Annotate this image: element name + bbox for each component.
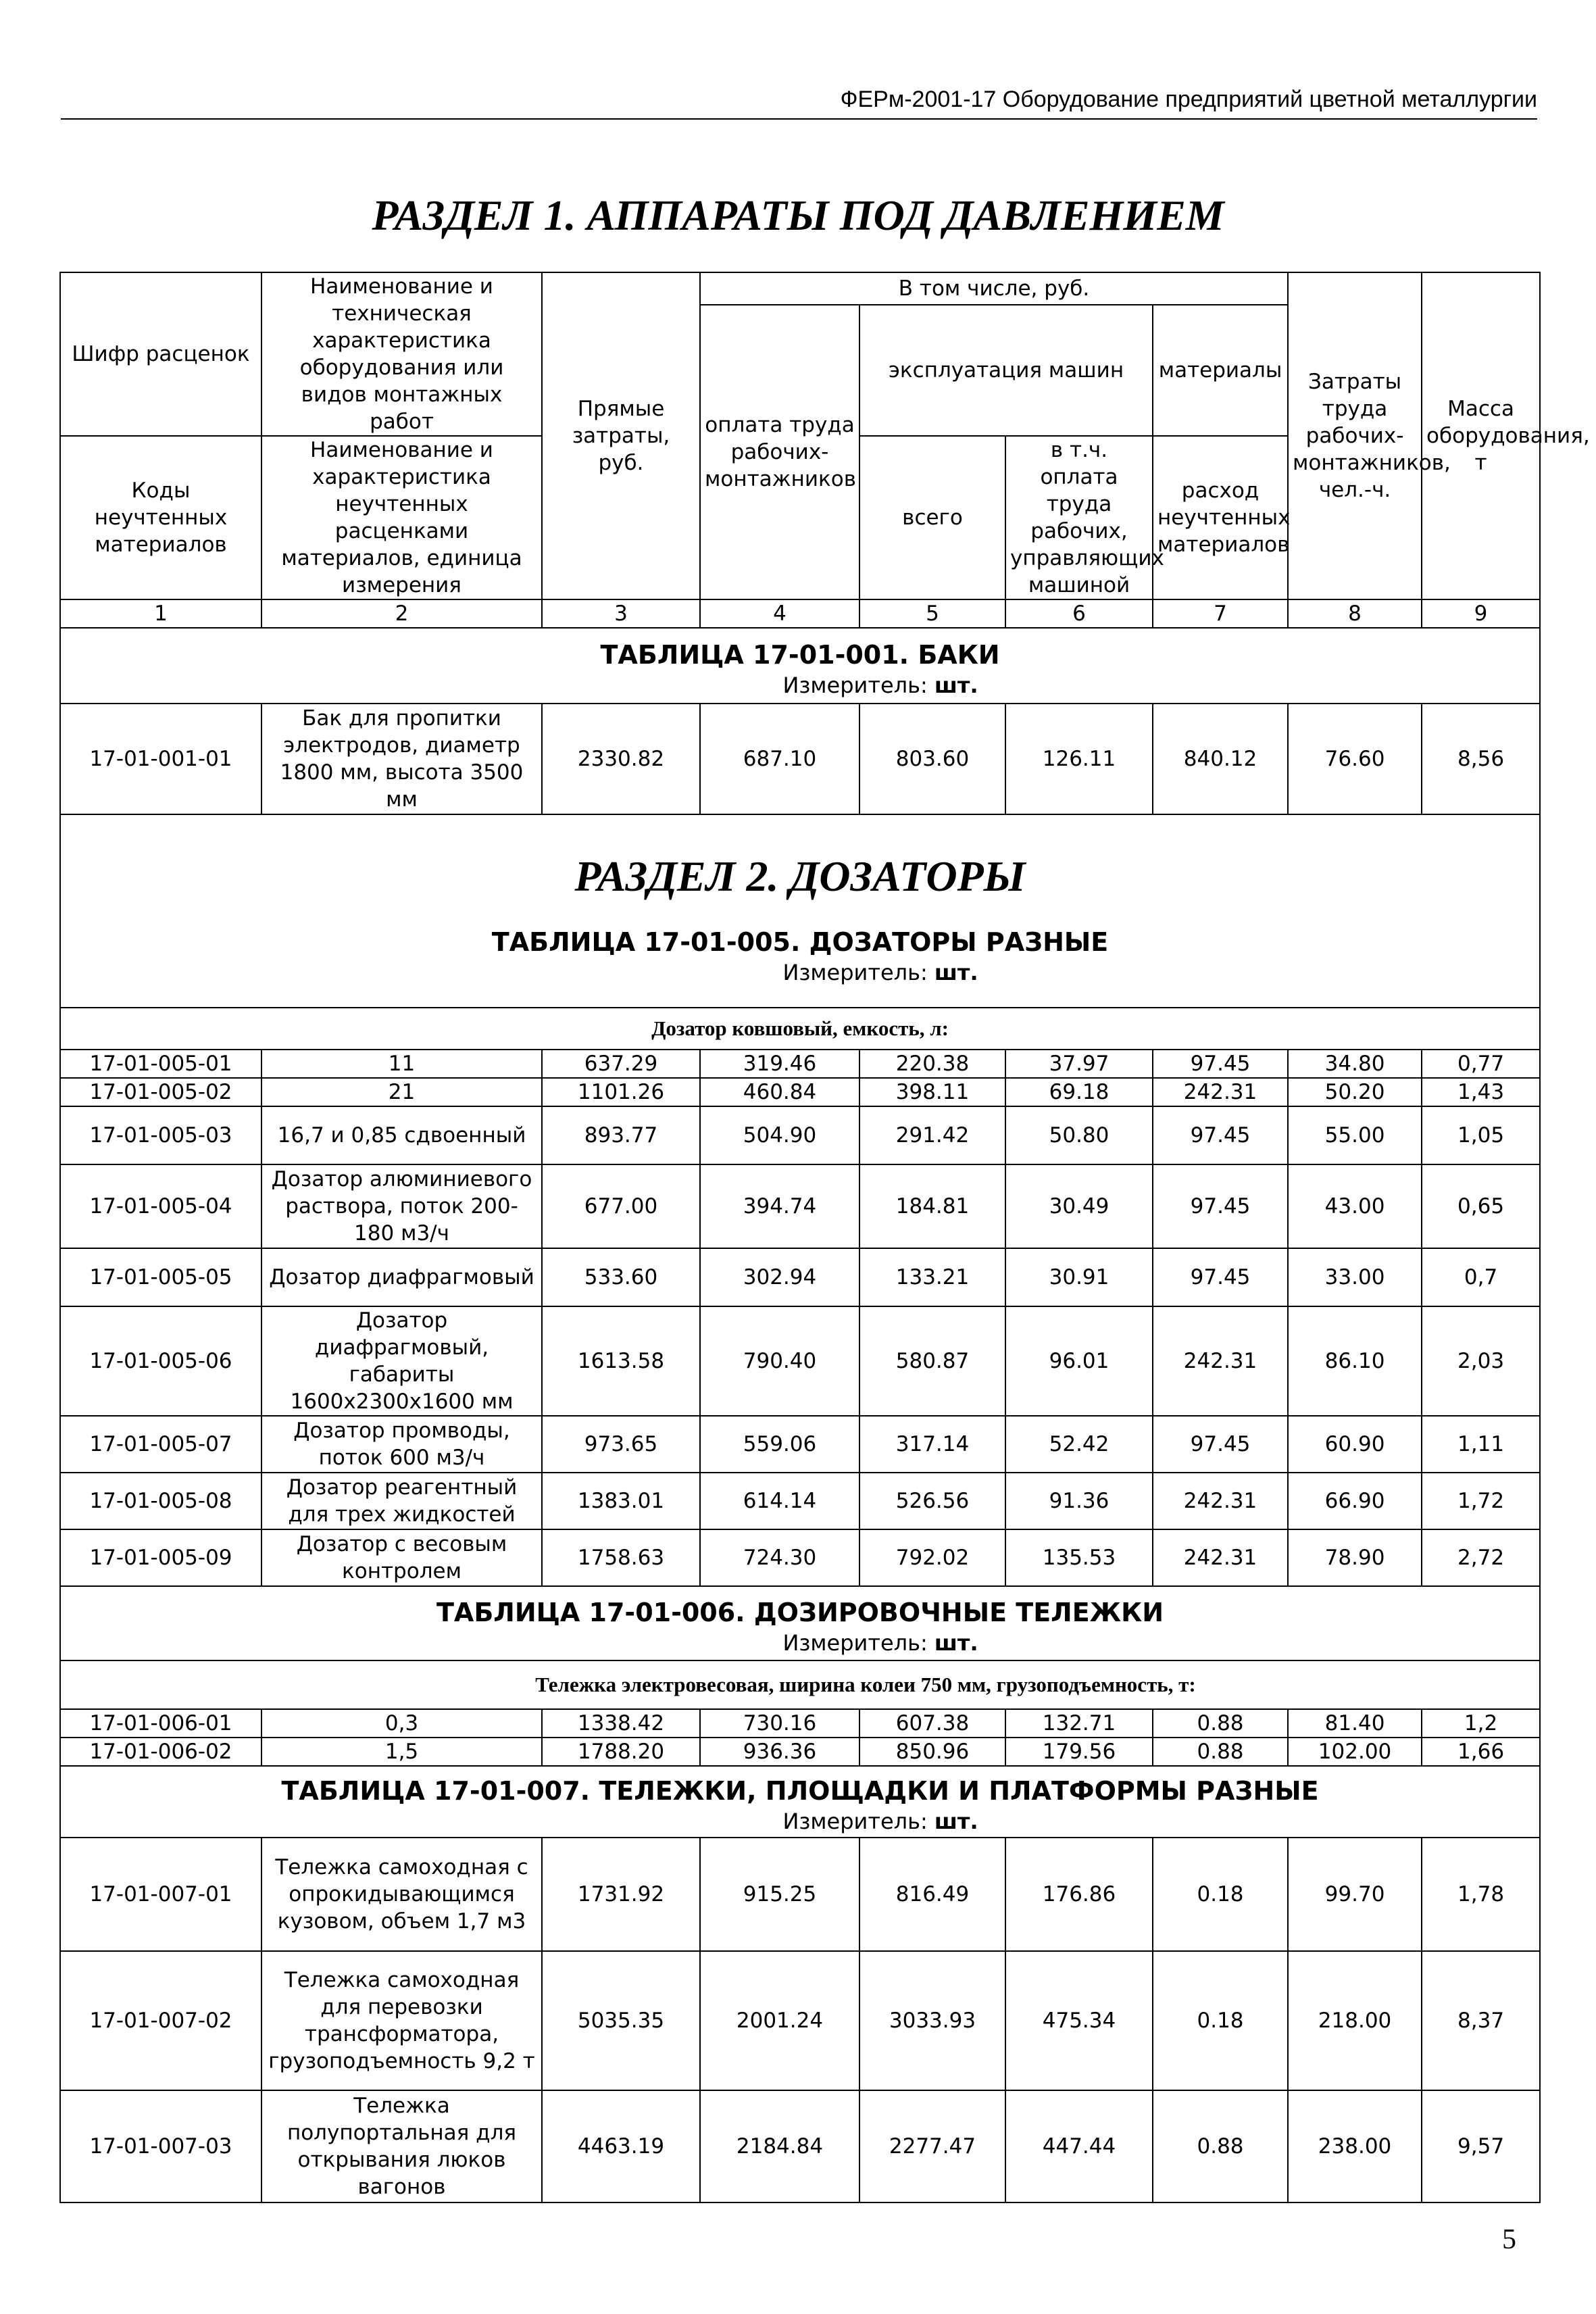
col-machines-total: всего bbox=[859, 436, 1005, 599]
row-name: 0,3 bbox=[261, 1709, 542, 1738]
table-1-title: ТАБЛИЦА 17-01-001. БАКИ bbox=[600, 640, 1000, 670]
row-materials: 0.18 bbox=[1153, 1838, 1288, 1951]
row-labor-pay: 394.74 bbox=[700, 1164, 859, 1248]
row-name: 1,5 bbox=[261, 1738, 542, 1766]
row-mass: 0,7 bbox=[1422, 1248, 1540, 1306]
row-code: 17-01-005-06 bbox=[60, 1306, 261, 1416]
row-labor-cost: 34.80 bbox=[1288, 1050, 1422, 1078]
row-materials: 97.45 bbox=[1153, 1416, 1288, 1473]
row-labor-cost: 78.90 bbox=[1288, 1529, 1422, 1586]
col-number: 9 bbox=[1422, 599, 1540, 628]
table-row bbox=[60, 1709, 1540, 1738]
row-machines-pay: 179.56 bbox=[1005, 1738, 1153, 1766]
section-2-title: РАЗДЕЛ 2. ДОЗАТОРЫ bbox=[574, 852, 1026, 900]
row-machines-pay: 91.36 bbox=[1005, 1473, 1153, 1529]
row-name: Тележка полупортальная для открывания люков вагонов bbox=[261, 2090, 542, 2202]
row-name: Тележка самоходная с опрокидывающимся кузовом, объем 1,7 м3 bbox=[261, 1838, 542, 1951]
row-code: 17-01-007-01 bbox=[60, 1838, 261, 1951]
row-labor-cost: 76.60 bbox=[1288, 704, 1422, 814]
row-name: Дозатор диафрагмовый bbox=[261, 1248, 542, 1306]
row-direct: 2330.82 bbox=[542, 704, 700, 814]
row-labor-pay: 724.30 bbox=[700, 1529, 859, 1586]
row-mass: 1,66 bbox=[1422, 1738, 1540, 1766]
row-labor-cost: 55.00 bbox=[1288, 1106, 1422, 1164]
col-including: В том числе, руб. bbox=[700, 272, 1288, 305]
table-row bbox=[60, 1738, 1540, 1766]
table-row bbox=[60, 1529, 1540, 1586]
row-name: Дозатор диафрагмовый, габариты 1600х2300х1600 мм bbox=[261, 1306, 542, 1416]
section-1-title: РАЗДЕЛ 1. АППАРАТЫ ПОД ДАВЛЕНИЕМ bbox=[372, 191, 1224, 239]
row-name: 11 bbox=[261, 1050, 542, 1078]
row-direct: 1758.63 bbox=[542, 1529, 700, 1586]
page-number: 5 bbox=[1502, 2224, 1516, 2255]
row-direct: 973.65 bbox=[542, 1416, 700, 1473]
col-materials-unaccounted: расход неучтенных материалов bbox=[1153, 436, 1288, 599]
price-table bbox=[59, 272, 1590, 2203]
row-code: 17-01-006-02 bbox=[60, 1738, 261, 1766]
row-machines-pay: 135.53 bbox=[1005, 1529, 1153, 1586]
table-row bbox=[60, 1416, 1540, 1473]
row-materials: 0.88 bbox=[1153, 1709, 1288, 1738]
col-number: 7 bbox=[1153, 599, 1288, 628]
row-labor-cost: 33.00 bbox=[1288, 1248, 1422, 1306]
row-machines-total: 816.49 bbox=[859, 1838, 1005, 1951]
col-labor-pay: оплата труда рабочих-монтажников bbox=[700, 305, 859, 599]
row-name: Тележка самоходная для перевозки трансформатора, грузоподъемность 9,2 т bbox=[261, 1951, 542, 2090]
row-machines-total: 526.56 bbox=[859, 1473, 1005, 1529]
row-code: 17-01-007-03 bbox=[60, 2090, 261, 2202]
row-machines-total: 607.38 bbox=[859, 1709, 1005, 1738]
col-name-bottom: Наименование и характеристика неучтенных расценками материалов, единица измерения bbox=[261, 436, 542, 599]
row-code: 17-01-005-03 bbox=[60, 1106, 261, 1164]
table-row bbox=[60, 1078, 1540, 1106]
row-materials: 0.88 bbox=[1153, 1738, 1288, 1766]
row-code: 17-01-006-01 bbox=[60, 1709, 261, 1738]
group-label: Тележка электровесовая, ширина колеи 750 мм, грузоподъемность, т: bbox=[60, 1660, 1540, 1709]
row-direct: 637.29 bbox=[542, 1050, 700, 1078]
row-mass: 1,2 bbox=[1422, 1709, 1540, 1738]
row-labor-pay: 614.14 bbox=[700, 1473, 859, 1529]
row-direct: 893.77 bbox=[542, 1106, 700, 1164]
row-name: Дозатор промводы, поток 600 м3/ч bbox=[261, 1416, 542, 1473]
row-materials: 840.12 bbox=[1153, 704, 1288, 814]
col-mass: Масса оборудования, т bbox=[1422, 272, 1540, 599]
col-number: 6 bbox=[1005, 599, 1153, 628]
row-direct: 1383.01 bbox=[542, 1473, 700, 1529]
table-row bbox=[60, 2090, 1540, 2202]
row-materials: 0.18 bbox=[1153, 1951, 1288, 2090]
table-row bbox=[60, 1473, 1540, 1529]
row-labor-cost: 99.70 bbox=[1288, 1838, 1422, 1951]
row-direct: 677.00 bbox=[542, 1164, 700, 1248]
row-machines-total: 2277.47 bbox=[859, 2090, 1005, 2202]
row-name: Дозатор реагентный для трех жидкостей bbox=[261, 1473, 542, 1529]
table-2-heading bbox=[60, 814, 1540, 1008]
table-row bbox=[60, 1050, 1540, 1078]
row-direct: 1101.26 bbox=[542, 1078, 700, 1106]
row-labor-pay: 302.94 bbox=[700, 1248, 859, 1306]
row-labor-pay: 504.90 bbox=[700, 1106, 859, 1164]
table-2-measure: Измеритель: шт. bbox=[782, 960, 978, 985]
table-row bbox=[60, 1951, 1540, 2090]
row-machines-pay: 475.34 bbox=[1005, 1951, 1153, 2090]
col-name-top: Наименование и техническая характеристика оборудования или видов монтажных работ bbox=[261, 272, 542, 436]
row-machines-pay: 30.49 bbox=[1005, 1164, 1153, 1248]
table-row bbox=[60, 1164, 1540, 1248]
table-row bbox=[60, 1248, 1540, 1306]
row-materials: 97.45 bbox=[1153, 1248, 1288, 1306]
row-labor-cost: 81.40 bbox=[1288, 1709, 1422, 1738]
row-materials: 242.31 bbox=[1153, 1473, 1288, 1529]
row-machines-total: 184.81 bbox=[859, 1164, 1005, 1248]
row-direct: 1788.20 bbox=[542, 1738, 700, 1766]
col-code-bottom: Коды неучтенных материалов bbox=[60, 436, 261, 599]
row-mass: 1,72 bbox=[1422, 1473, 1540, 1529]
row-machines-pay: 176.86 bbox=[1005, 1838, 1153, 1951]
row-direct: 1338.42 bbox=[542, 1709, 700, 1738]
row-machines-total: 220.38 bbox=[859, 1050, 1005, 1078]
row-machines-total: 3033.93 bbox=[859, 1951, 1005, 2090]
col-number: 3 bbox=[542, 599, 700, 628]
row-code: 17-01-005-05 bbox=[60, 1248, 261, 1306]
row-machines-pay: 96.01 bbox=[1005, 1306, 1153, 1416]
row-name: Бак для пропитки электродов, диаметр 1800 мм, высота 3500 мм bbox=[261, 704, 542, 814]
row-mass: 1,05 bbox=[1422, 1106, 1540, 1164]
table-3-title: ТАБЛИЦА 17-01-006. ДОЗИРОВОЧНЫЕ ТЕЛЕЖКИ bbox=[436, 1598, 1164, 1627]
row-machines-total: 803.60 bbox=[859, 704, 1005, 814]
col-labor-cost: Затраты труда рабочих-монтажников, чел.-ч. bbox=[1288, 272, 1422, 599]
table-4-measure: Измеритель: шт. bbox=[782, 1808, 978, 1834]
row-direct: 533.60 bbox=[542, 1248, 700, 1306]
running-header: ФЕРм-2001-17 Оборудование предприятий цветной металлургии bbox=[61, 87, 1537, 120]
row-materials: 242.31 bbox=[1153, 1529, 1288, 1586]
table-row bbox=[60, 704, 1540, 814]
row-mass: 8,56 bbox=[1422, 704, 1540, 814]
row-materials: 0.88 bbox=[1153, 2090, 1288, 2202]
table-row bbox=[60, 1306, 1540, 1416]
row-materials: 242.31 bbox=[1153, 1306, 1288, 1416]
table-row bbox=[60, 1838, 1540, 1951]
row-mass: 2,03 bbox=[1422, 1306, 1540, 1416]
table-1-measure: Измеритель: шт. bbox=[782, 672, 978, 698]
row-name: Дозатор алюминиевого раствора, поток 200-180 м3/ч bbox=[261, 1164, 542, 1248]
table-4-title: ТАБЛИЦА 17-01-007. ТЕЛЕЖКИ, ПЛОЩАДКИ И ПЛАТФОРМЫ РАЗНЫЕ bbox=[281, 1776, 1319, 1806]
row-machines-pay: 132.71 bbox=[1005, 1709, 1153, 1738]
row-mass: 9,57 bbox=[1422, 2090, 1540, 2202]
col-materials: материалы bbox=[1153, 305, 1288, 436]
row-labor-cost: 218.00 bbox=[1288, 1951, 1422, 2090]
row-labor-pay: 2001.24 bbox=[700, 1951, 859, 2090]
row-machines-total: 792.02 bbox=[859, 1529, 1005, 1586]
row-direct: 5035.35 bbox=[542, 1951, 700, 2090]
row-materials: 97.45 bbox=[1153, 1164, 1288, 1248]
row-code: 17-01-007-02 bbox=[60, 1951, 261, 2090]
row-code: 17-01-005-09 bbox=[60, 1529, 261, 1586]
row-labor-cost: 50.20 bbox=[1288, 1078, 1422, 1106]
row-code: 17-01-005-08 bbox=[60, 1473, 261, 1529]
col-machines-pay: в т.ч. оплата труда рабочих, управляющих машиной bbox=[1005, 436, 1153, 599]
group-label: Дозатор ковшовый, емкость, л: bbox=[60, 1008, 1540, 1050]
row-mass: 2,72 bbox=[1422, 1529, 1540, 1586]
row-machines-total: 580.87 bbox=[859, 1306, 1005, 1416]
row-mass: 8,37 bbox=[1422, 1951, 1540, 2090]
row-materials: 97.45 bbox=[1153, 1106, 1288, 1164]
row-mass: 1,11 bbox=[1422, 1416, 1540, 1473]
row-materials: 242.31 bbox=[1153, 1078, 1288, 1106]
col-direct: Прямые затраты, руб. bbox=[542, 272, 700, 599]
row-labor-cost: 66.90 bbox=[1288, 1473, 1422, 1529]
row-mass: 1,43 bbox=[1422, 1078, 1540, 1106]
table-row bbox=[60, 1106, 1540, 1164]
col-machines: эксплуатация машин bbox=[859, 305, 1153, 436]
table-3-heading bbox=[60, 1586, 1540, 1660]
row-name: Дозатор с весовым контролем bbox=[261, 1529, 542, 1586]
row-machines-pay: 69.18 bbox=[1005, 1078, 1153, 1106]
row-machines-pay: 52.42 bbox=[1005, 1416, 1153, 1473]
row-mass: 1,78 bbox=[1422, 1838, 1540, 1951]
table-2-title: ТАБЛИЦА 17-01-005. ДОЗАТОРЫ РАЗНЫЕ bbox=[491, 927, 1109, 957]
col-number: 8 bbox=[1288, 599, 1422, 628]
row-labor-cost: 43.00 bbox=[1288, 1164, 1422, 1248]
table-1-heading bbox=[60, 628, 1540, 704]
col-number: 4 bbox=[700, 599, 859, 628]
row-labor-cost: 102.00 bbox=[1288, 1738, 1422, 1766]
row-labor-pay: 687.10 bbox=[700, 704, 859, 814]
row-machines-total: 317.14 bbox=[859, 1416, 1005, 1473]
row-code: 17-01-001-01 bbox=[60, 704, 261, 814]
row-machines-pay: 447.44 bbox=[1005, 2090, 1153, 2202]
row-machines-total: 133.21 bbox=[859, 1248, 1005, 1306]
row-labor-cost: 60.90 bbox=[1288, 1416, 1422, 1473]
row-machines-pay: 30.91 bbox=[1005, 1248, 1153, 1306]
row-machines-total: 291.42 bbox=[859, 1106, 1005, 1164]
row-code: 17-01-005-02 bbox=[60, 1078, 261, 1106]
row-machines-pay: 126.11 bbox=[1005, 704, 1153, 814]
row-code: 17-01-005-01 bbox=[60, 1050, 261, 1078]
row-labor-pay: 915.25 bbox=[700, 1838, 859, 1951]
row-machines-total: 398.11 bbox=[859, 1078, 1005, 1106]
table-3-measure: Измеритель: шт. bbox=[782, 1630, 978, 1656]
row-labor-pay: 319.46 bbox=[700, 1050, 859, 1078]
row-labor-pay: 2184.84 bbox=[700, 2090, 859, 2202]
row-direct: 1731.92 bbox=[542, 1838, 700, 1951]
col-number: 2 bbox=[261, 599, 542, 628]
col-code-top: Шифр расценок bbox=[60, 272, 261, 436]
col-number: 5 bbox=[859, 599, 1005, 628]
row-direct: 1613.58 bbox=[542, 1306, 700, 1416]
row-labor-pay: 936.36 bbox=[700, 1738, 859, 1766]
row-labor-pay: 790.40 bbox=[700, 1306, 859, 1416]
row-labor-cost: 86.10 bbox=[1288, 1306, 1422, 1416]
row-machines-total: 850.96 bbox=[859, 1738, 1005, 1766]
row-mass: 0,65 bbox=[1422, 1164, 1540, 1248]
row-machines-pay: 50.80 bbox=[1005, 1106, 1153, 1164]
row-code: 17-01-005-07 bbox=[60, 1416, 261, 1473]
row-labor-pay: 559.06 bbox=[700, 1416, 859, 1473]
row-name: 21 bbox=[261, 1078, 542, 1106]
row-code: 17-01-005-04 bbox=[60, 1164, 261, 1248]
row-labor-cost: 238.00 bbox=[1288, 2090, 1422, 2202]
row-labor-pay: 460.84 bbox=[700, 1078, 859, 1106]
row-mass: 0,77 bbox=[1422, 1050, 1540, 1078]
col-number: 1 bbox=[60, 599, 261, 628]
table-4-heading bbox=[60, 1766, 1540, 1838]
row-labor-pay: 730.16 bbox=[700, 1709, 859, 1738]
row-name: 16,7 и 0,85 сдвоенный bbox=[261, 1106, 542, 1164]
row-machines-pay: 37.97 bbox=[1005, 1050, 1153, 1078]
row-direct: 4463.19 bbox=[542, 2090, 700, 2202]
row-materials: 97.45 bbox=[1153, 1050, 1288, 1078]
